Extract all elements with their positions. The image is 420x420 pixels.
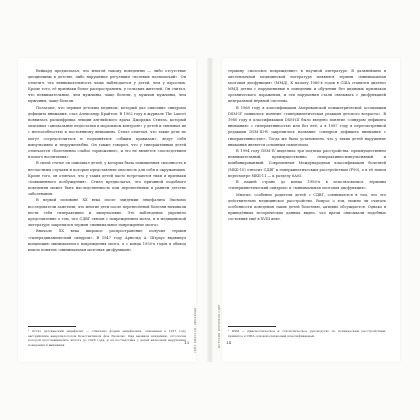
right-page-number: 14 bbox=[226, 340, 232, 345]
left-page-number: 13 bbox=[184, 340, 190, 345]
left-footnote: ¹ Остат детскаеский знцефалит — отмечено форма энцефалита, описанная в 1917 году австрийским невропатологом Константином фон Экономо. Она вызвала эпидемию, отголоски которой прослеживались вплоть до 1926 года, и её последствия у детей включали нарушения поведения и внимания. bbox=[28, 329, 186, 347]
right-page bbox=[218, 58, 400, 362]
right-paragraph: В нашей стране до конца 1980-х в использовались термины «гиперкинетический синдром» и «минимальная мозговая дисфункция». bbox=[228, 180, 386, 191]
left-paragraph: В своей статье он описывал детей, у которых была повышенная склонность к несчастным случаям и которые представляли опасность для себя и окружающих. Кроме того, он отмечал, что у таких детей часто встречаются тики и признаки «повышенного возбуждения». Стилл предполагал, что причиной подобного поведения может быть наследственность или перенесённые в раннем детстве заболевания. bbox=[28, 161, 186, 196]
footnote-rule bbox=[28, 326, 76, 327]
left-paragraph: Полагают, что первым детским медиком, который дал описание синдрома дефицита внимания, стал Александр Крайтон. В 1902 году в журнале The Lancet появилась расшифровка лекции английского врача Джорджа Стилла, который описывал «аномальные недостатки в моральном контроле» у детей и связывал их с неспособностью к постоянному вниманию. Стилл отмечал, что такие дети не могут сосредоточиться и подчиняться «общим правилам», ведут себя импульсивно и недружелюбно. Он также говорил, что у гиперактивных детей отмечается «болезненно слабое торможение», и это не является «последствием плохого воспитания». bbox=[28, 106, 186, 159]
right-paragraph: В 1994 году DSM-IV выделила три подтипа расстройства: преимущественно невнимательный, преимущественно гиперактивно-импульсивный и комбинированный. Современная Международная классификация болезней (МКБ-10) относит СДВГ к гиперкинетическим расстройствам (F90), а в её новом пересмотре МКБ-11 — к разделу 6A05. bbox=[228, 149, 386, 178]
book-gutter bbox=[207, 58, 213, 362]
right-footnote: ¹ DSM — Диагностическое и статистическое руководство по психическим расстройствам, принятое в США основополагающей классификацией. bbox=[228, 329, 386, 338]
left-paragraph: Вейкард предполагал, что многой такому поведению — либо отсутствие дисциплины в детстве, либо нарушение регуляции «волевых полномочий». Он отметил, что невнимательность чаще наблюдается у детей, чем у взрослых. Кроме того, её признаки более распространены, у сельских жителей. Он считал, что невнимательные, чем мужчины, чаще болели, у мужчин мужчины, чем мужчины, чаще болели. bbox=[28, 69, 186, 104]
left-page bbox=[18, 58, 196, 362]
left-page-body bbox=[28, 68, 186, 253]
right-paragraph: термину «мозговое повреждение» в научной литературе. В дальнейшем в англоязычной медицинской литературе появился термин «минимальная мозговая дисфункция» (ММД). К началу 1960-х годов в США ставился диагноз ММД детям с нарушениями в поведении и обучении без видимых признаков органического поражения, и эти нарушения стали связывать с дисфункцией центральной нервной системы. bbox=[228, 69, 386, 104]
footnote-rule bbox=[228, 326, 276, 327]
right-running-head: ИСТОРИЯ ИЗУЧЕНИЯ СДВГ bbox=[218, 303, 221, 348]
left-paragraph: В первой половине XX века после эпидемии энцефалита Экономо исследователи заметили, что многие дети после перенесённой болезни начинали вести себя гиперактивно и импульсивно. Это наблюдение укрепило представление о том, что СДВГ связан с повреждением мозга, и в медицинской литературе закрепился термин «минимальное повреждение мозга». bbox=[28, 198, 186, 227]
right-paragraph: В 1968 году в классификации Американской психиатрической ассоциации DSM-II¹ появилось понятие «гиперкинетическая реакция детского возраста». В 1980 году в классификации DSM-III было введено понятие «синдром дефицита внимания» с гиперактивностью или без неё, а в 1987 году в пересмотренной редакции DSM-III-R закрепилось название «синдром дефицита внимания с гиперактивностью». Тогда же было установлено, что у таких детей нарушение внимания является основным симптомом. bbox=[228, 106, 386, 147]
right-paragraph: Многие, особенно родители детей с СДВГ, сомневаются в том, что это действительно медицинское расстройство. Вопрос о том, можно ли считать особенности поведения таких детей болезнью, активно обсуждается. Однако в приведённых исторических данных видно, что врачи описывали подобные состояния ещё в XVIII веке. bbox=[228, 192, 386, 222]
right-page-body bbox=[228, 68, 386, 222]
left-running-head: ВВЕДЕНИЕ. ИСТОРИЯ СДВГ bbox=[193, 308, 196, 354]
left-paragraph: Вначале XX века широкое распространение получил термин «гиперадинамический синдром». В 1947 году Арнольд А. Штраус выдвинул концепцию минимального повреждения мозга, а с конца 1950-х годов в обиход вошло понятие «минимальная мозговая дисфункция». bbox=[28, 229, 186, 252]
